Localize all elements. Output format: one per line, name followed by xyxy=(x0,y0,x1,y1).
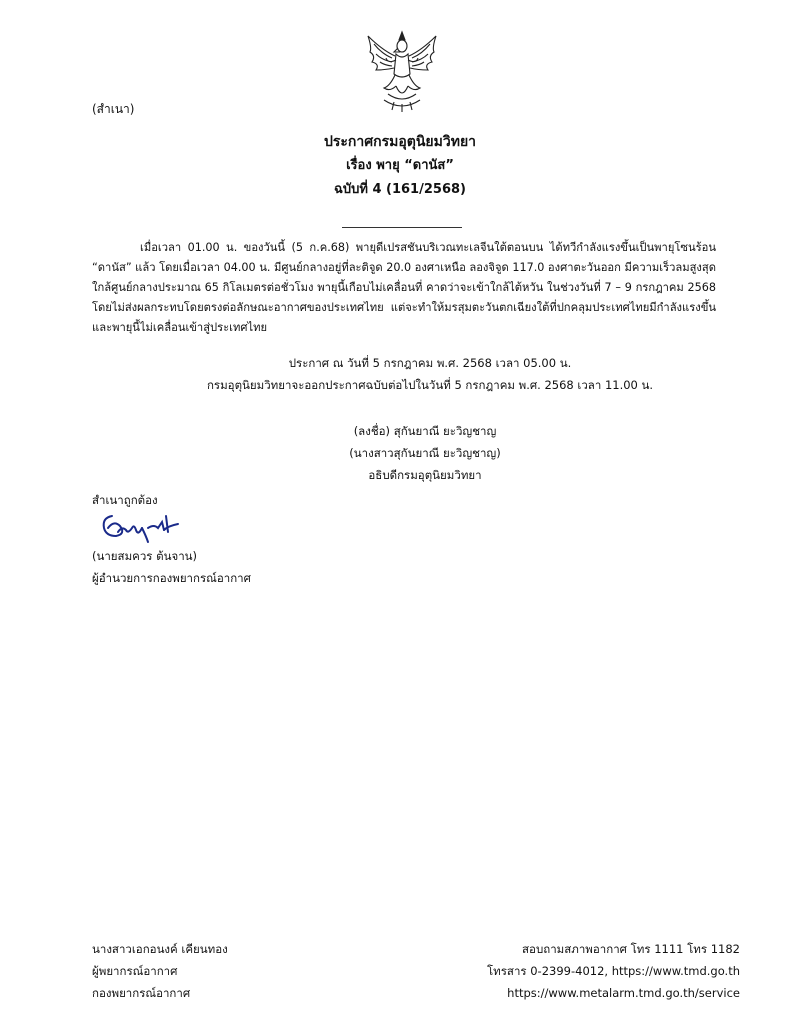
certifier-position: ผู้อำนวยการกองพยากรณ์อากาศ xyxy=(92,571,251,585)
signatory-signed: (ลงชื่อ) สุกันยาณี ยะวิญชาญ xyxy=(353,424,497,438)
announcement-date: ประกาศ ณ วันที่ 5 กรกฎาคม พ.ศ. 2568 เวลา 05.00 น. xyxy=(288,356,572,370)
announcement-dates xyxy=(0,352,800,396)
certifier-block xyxy=(92,545,251,589)
forecaster-name: นางสาวเอกอนงค์ เคียนทอง xyxy=(92,942,228,956)
contact-phone: สอบถามสภาพอากาศ โทร 1111 โทร 1182 xyxy=(522,942,740,956)
announcement-heading xyxy=(0,130,800,202)
next-announcement: กรมอุตุนิยมวิทยาจะออกประกาศฉบับต่อไปในวันที่ 5 กรกฎาคม พ.ศ. 2568 เวลา 11.00 น. xyxy=(206,378,654,392)
heading-divider xyxy=(342,227,462,228)
handwritten-signature xyxy=(98,506,182,546)
signatory-block xyxy=(0,420,800,486)
forecaster-role: ผู้พยากรณ์อากาศ xyxy=(92,964,178,978)
contact-service-url: https://www.metalarm.tmd.go.th/service xyxy=(507,986,740,1000)
signatory-name: (นางสาวสุกันยาณี ยะวิญชาญ) xyxy=(349,446,501,460)
footer-forecaster xyxy=(92,938,228,1004)
certifier-name: (นายสมควร ต้นจาน) xyxy=(92,549,197,563)
certified-copy-label: สำเนาถูกต้อง xyxy=(92,493,158,507)
document-issue: ฉบับที่ 4 (161/2568) xyxy=(334,182,466,197)
footer-contact xyxy=(487,938,740,1004)
announcement-body: เมื่อเวลา 01.00 น. ของวันนี้ (5 ก.ค.68) พายุดีเปรสชันบริเวณทะเลจีนใต้ตอนบน ได้ทวีกำลังแรงขึ้นเป็นพายุโซนร้อน “ดานัส” แล้ว โดยเมื่อเวลา 04.00 น. มีศูนย์กลางอยู่ที่ละติจูด 20.0 องศาเหนือ ลองจิจูด 117.0 องศาตะวันออก มีความเร็วลมสูงสุดใกล้ศูนย์กลางประมาณ 65 กิโลเมตรต่อชั่วโมง พายุนี้เกือบไม่เคลื่อนที่ คาดว่าจะเข้าใกล้ไต้หวัน ในช่วงวันที่ 7 – 9 กรกฎาคม 2568 โดยไม่ส่งผลกระทบโดยตรงต่อลักษณะอากาศของประเทศไทย แต่จะทำให้มรสุมตะวันตกเฉียงใต้ที่ปกคลุมประเทศไทยมีกำลังแรงขึ้น และพายุนี้ไม่เคลื่อนเข้าสู่ประเทศไทย xyxy=(92,241,716,334)
signatory-position: อธิบดีกรมอุตุนิยมวิทยา xyxy=(368,468,482,482)
garuda-emblem xyxy=(364,30,440,114)
document-title: ประกาศกรมอุตุนิยมวิทยา xyxy=(323,134,477,150)
forecaster-division: กองพยากรณ์อากาศ xyxy=(92,986,191,1000)
document-subject: เรื่อง พายุ “ดานัส” xyxy=(346,158,454,173)
contact-fax-website: โทรสาร 0-2399-4012, https://www.tmd.go.th xyxy=(487,964,740,978)
copy-mark: (สำเนา) xyxy=(92,102,135,116)
